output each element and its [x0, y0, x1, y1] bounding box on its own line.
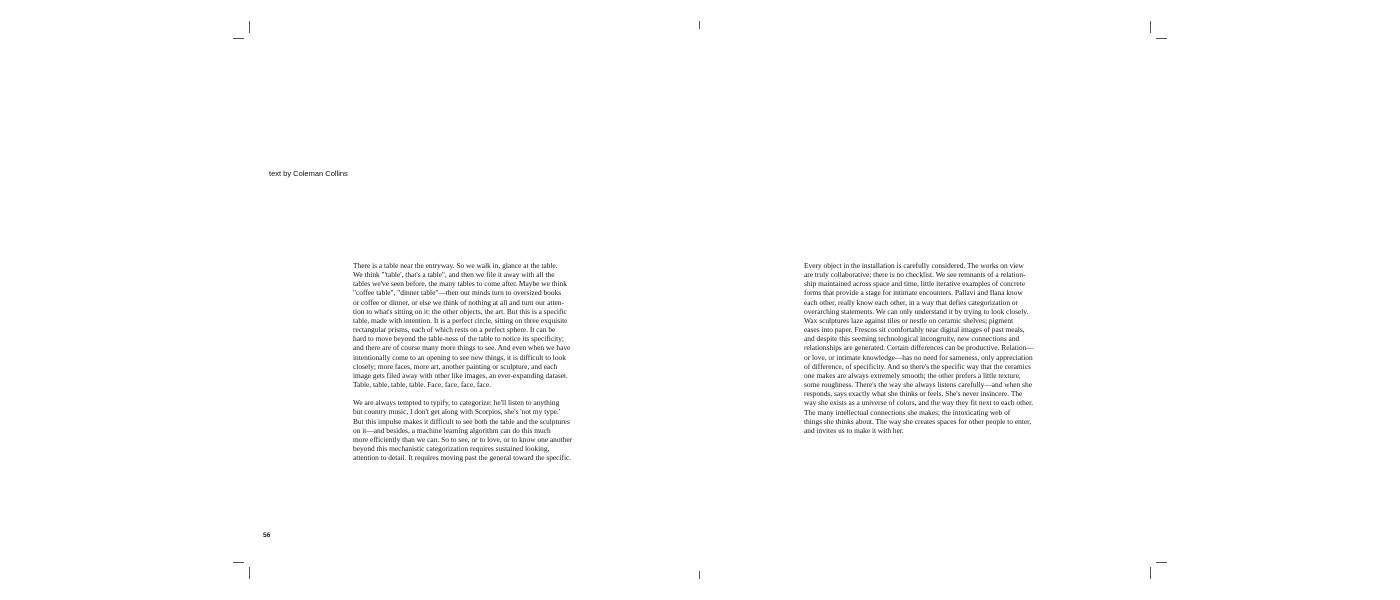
right-text-column: [804, 261, 1049, 435]
text-line: hard to move beyond the table-ness of the table to notice its specificity;: [353, 334, 564, 344]
text-line: on it—and besides, a machine learning algorithm can do this much: [353, 425, 551, 435]
text-line: "coffee table", "dinner table"—then our minds turn to oversized books: [353, 288, 562, 298]
text-line: ship maintained across space and time, little iterative examples of concrete: [804, 279, 1026, 289]
text-line: But this impulse makes it difficult to see both the table and the sculptures: [353, 416, 570, 426]
text-line: tion to what's sitting on it: the other objects, the art. But this is a specific: [353, 306, 567, 316]
text-line: one makes are always extremely smooth; the other prefers a little texture,: [804, 370, 1021, 380]
text-line: each other, really know each other, in a way that defies categorization or: [804, 297, 1019, 307]
text-line: relationships are generated. Certain differences can be productive. Relation—: [804, 343, 1034, 353]
text-line: Table, table, table, table. Face, face, face, face.: [353, 380, 491, 390]
text-line: of difference, of specificity. And so there's the specific way that the ceramics: [804, 361, 1031, 371]
text-line: We are always tempted to typify, to categorize: he'll listen to anything: [353, 398, 560, 408]
text-line: things she thinks about. The way she creates spaces for other people to enter,: [804, 416, 1032, 426]
text-line: rectangular prisms, each of which rests on a perfect sphere. It can be: [353, 325, 556, 335]
crop-mark-bottom-center: [699, 571, 700, 579]
text-line: image gets filed away with other like images, an ever-expanding dataset.: [353, 370, 568, 380]
text-line: We think "'table', that's a table", and then we file it away with all the: [353, 270, 555, 280]
text-line: but country music, I don't get along with Scorpios, she's 'not my type.': [353, 407, 561, 417]
text-line: or coffee or dinner, or else we think of nothing at all and turn our atten-: [353, 297, 564, 307]
crop-mark-bottom-right-v: [1150, 567, 1151, 579]
text-line: intentionally come to an opening to see new things, it is difficult to look: [353, 352, 566, 362]
text-line: overarching statements. We can only understand it by trying to look closely.: [804, 306, 1029, 316]
left-text-column: [353, 261, 598, 462]
crop-mark-top-left-v: [249, 21, 250, 33]
crop-mark-bottom-left-h: [233, 562, 244, 563]
text-line: and there are of course many more things to see. And even when we have: [353, 343, 571, 353]
text-line: tables we've seen before, the many tables to come after. Maybe we think: [353, 279, 567, 289]
text-line: closely; more faces, more art, another painting or sculpture, and each: [353, 361, 558, 371]
text-line: Wax sculptures laze against tiles or nestle on ceramic shelves; pigment: [804, 315, 1014, 325]
text-line: There is a table near the entryway. So we walk in, glance at the table.: [353, 261, 558, 270]
crop-mark-bottom-left-v: [249, 567, 250, 579]
text-line: The many intellectual connections she makes; the intoxicating web of: [804, 407, 1011, 417]
crop-mark-top-center: [699, 21, 700, 29]
text-line: forms that provide a stage for intimate encounters. Pallavi and Ilana know: [804, 288, 1023, 298]
text-line: way she exists as a universe of colors, and the way they fit next to each other.: [804, 398, 1034, 408]
text-line: some roughness. There's the way she always listens carefully—and when she: [804, 380, 1032, 390]
crop-mark-bottom-right-h: [1156, 562, 1167, 563]
page-number: 56: [263, 532, 271, 539]
text-line: and invites us to make it with her.: [804, 425, 904, 435]
crop-mark-top-right-v: [1150, 21, 1151, 33]
text-line: and despite this seeming technological incongruity, new connections and: [804, 334, 1020, 344]
crop-mark-top-left-h: [233, 38, 244, 39]
text-line: table, made with intention. It is a perfect circle, sitting on three exquisite: [353, 315, 568, 325]
text-line: responds, says exactly what she thinks or feels. She's never insincere. The: [804, 389, 1023, 399]
text-line: or love, or intimate knowledge—has no need for sameness, only appreciation: [804, 352, 1033, 362]
paragraph-break: [353, 389, 598, 398]
text-line: beyond this mechanistic categorization requires sustained looking,: [353, 444, 550, 454]
text-line: eases into paper. Frescos sit comfortably near digital images of past meals,: [804, 325, 1025, 335]
text-line: are truly collaborative; there is no checklist. We see remnants of a relation-: [804, 270, 1026, 280]
text-line: more efficiently than we can. So to see, or to love, or to know one another: [353, 434, 573, 444]
text-line: Every object in the installation is carefully considered. The works on view: [804, 261, 1024, 270]
text-line: attention to detail. It requires moving past the general toward the specific.: [353, 453, 572, 463]
byline: text by Coleman Collins: [269, 169, 348, 178]
crop-mark-top-right-h: [1156, 38, 1167, 39]
